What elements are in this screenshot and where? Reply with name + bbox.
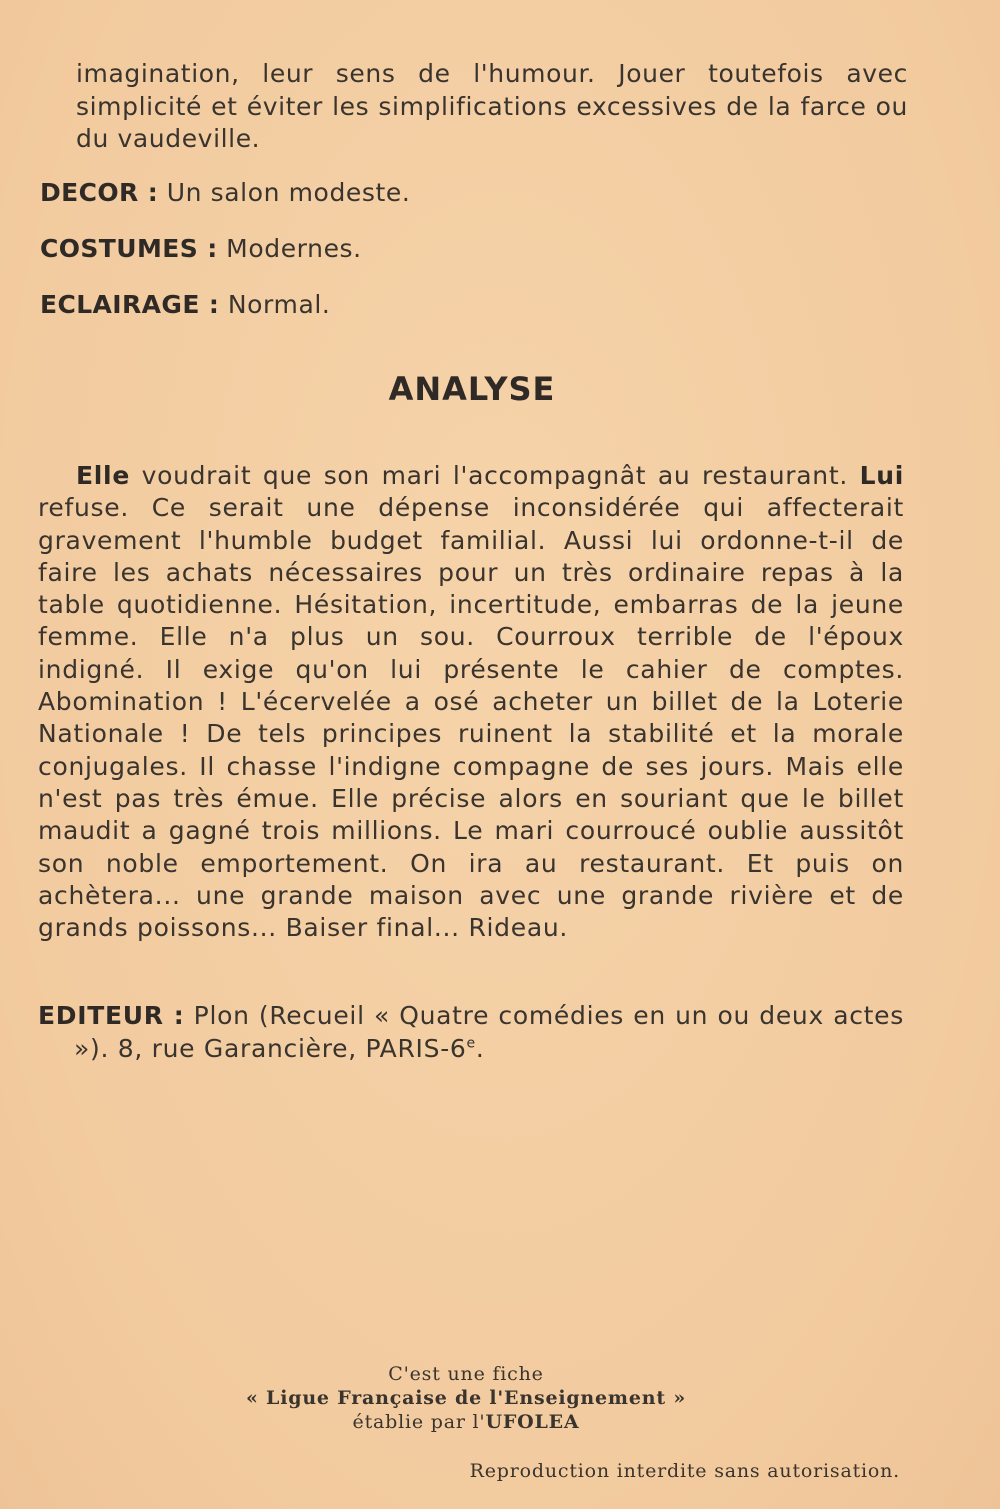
analyse-heading: ANALYSE [388, 370, 556, 408]
elle-word: Elle [76, 461, 130, 490]
editeur-value: Plon (Recueil « Quatre comédies en un ou deux actes »). 8, rue Garancière, PARIS-6 [74, 1001, 904, 1063]
costumes-field [40, 234, 362, 263]
decor-label: DECOR : [40, 178, 159, 207]
eclairage-value: Normal. [227, 290, 331, 319]
intro-paragraph: imagination, leur sens de l'humour. Jouer toutefois avec simplicité et éviter les simplifications excessives de la farce ou du vaudeville. [76, 59, 908, 153]
footer-line-2: « Ligue Française de l'Enseignement » [245, 1387, 687, 1409]
decor-value: Un salon modeste. [166, 178, 411, 207]
costumes-value: Modernes. [226, 234, 362, 263]
footer-line-3 [0, 1410, 932, 1434]
editeur-field [38, 1000, 904, 1065]
footer-ufolea: UFOLEA [485, 1411, 580, 1433]
decor-field [40, 178, 410, 207]
footer-credit [0, 1362, 932, 1434]
eclairage-field [40, 290, 330, 319]
reproduction-notice: Reproduction interdite sans autorisation. [469, 1460, 900, 1482]
editeur-end: . [475, 1033, 485, 1063]
lui-word: Lui [859, 461, 904, 490]
footer-line-1: C'est une fiche [388, 1363, 544, 1385]
editeur-label: EDITEUR : [38, 1001, 185, 1030]
analyse-part-2: refuse. Ce serait une dépense inconsidérée qui affecterait gravement l'humble budget familial. Aussi lui ordonne-t-il de faire les achats nécessaires pour un très ordinaire repas à la table quotidienne. Hésitation, incertitude, embarras de la jeune femme. Elle n'a plus un sou. Courroux terrible de l'époux indigné. Il exige qu'on lui présente le cahier de comptes. Abomination ! L'écervelée a osé acheter un billet de la Loterie Nationale ! De tels principes ruinent la stabilité et la morale conjugales. Il chasse l'indigne compagne de ses jours. Mais elle n'est pas très émue. Elle précise alors en souriant que le billet maudit a gagné trois millions. Le mari courroucé oublie aussitôt son noble emportement. On ira au restaurant. Et puis on achètera... une grande maison avec une grande rivière et de grands poissons... Baiser final... Rideau. [38, 493, 904, 943]
analyse-part-1: voudrait que son mari l'accompagnât au restaurant. [129, 461, 860, 490]
footer-line-3-prefix: établie par l' [352, 1411, 486, 1433]
costumes-label: COSTUMES : [40, 234, 218, 263]
editeur-superscript: e [466, 1035, 476, 1052]
analyse-paragraph [38, 460, 904, 944]
eclairage-label: ECLAIRAGE : [40, 290, 220, 319]
